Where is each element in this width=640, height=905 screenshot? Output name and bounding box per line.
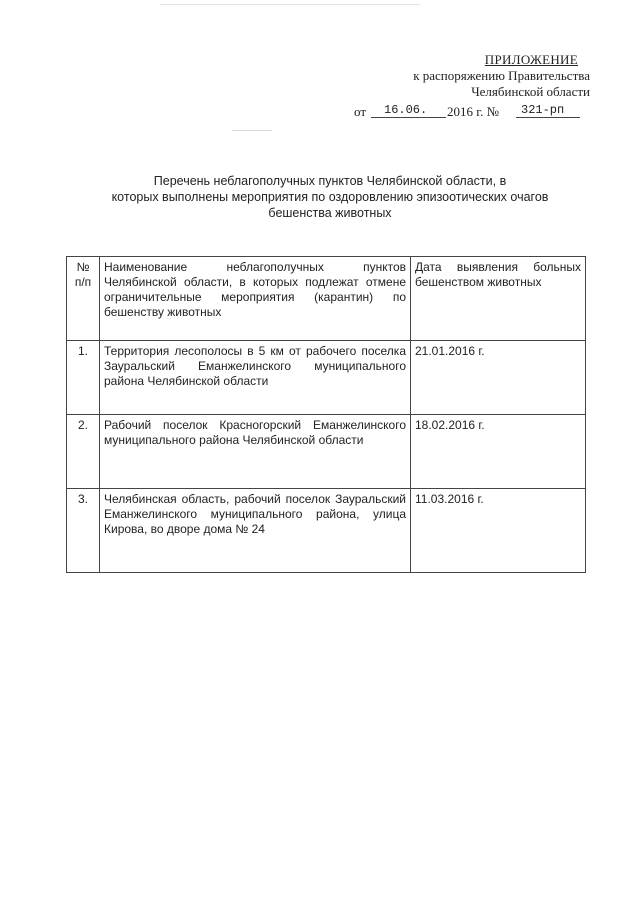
appendix-line-2: Челябинской области: [471, 84, 590, 99]
appendix-line-1: к распоряжению Правительства: [413, 68, 590, 83]
heading-line-1: Перечень неблагополучных пунктов Челябинской области, в: [153, 174, 507, 188]
document-heading: [70, 173, 590, 221]
table-header-row: [67, 257, 586, 341]
from-label: от: [354, 104, 367, 119]
row-num: 1.: [67, 341, 100, 415]
row-name: Челябинская область, рабочий поселок Зауральский Еманжелинского муниципального района, улица Кирова, во дворе дома № 24: [100, 489, 411, 573]
heading-line-2: которых выполнены мероприятия по оздоровлению эпизоотических очагов: [111, 190, 549, 204]
table-row: [67, 415, 586, 489]
heading-line-3: бешенства животных: [268, 206, 392, 220]
locations-table: [66, 256, 586, 573]
row-name: Территория лесополосы в 5 км от рабочего поселка Зауральский Еманжелинского муниципального района Челябинской области: [100, 341, 411, 415]
order-date-line: [340, 102, 590, 122]
row-num: 2.: [67, 415, 100, 489]
header-num: № п/п: [67, 257, 100, 341]
row-num: 3.: [67, 489, 100, 573]
table-row: [67, 489, 586, 573]
order-number: 321-рп: [521, 103, 565, 117]
row-name: Рабочий поселок Красногорский Еманжелинского муниципального района Челябинской области: [100, 415, 411, 489]
year-number-label: 2016 г. №: [447, 104, 500, 119]
row-date: 21.01.2016 г.: [411, 341, 586, 415]
header-name: Наименование неблагополучных пунктов Челябинской области, в которых подлежат отмене ограничительные мероприятия (карантин) по бешенству животных: [100, 257, 411, 341]
order-date: 16.06.: [384, 103, 428, 117]
appendix-title: ПРИЛОЖЕНИЕ: [484, 52, 578, 67]
table-row: [67, 341, 586, 415]
header-date: Дата выявления больных бешенством животных: [411, 257, 586, 341]
scan-artifact: [232, 130, 272, 131]
row-date: 18.02.2016 г.: [411, 415, 586, 489]
scan-artifact: [160, 4, 420, 5]
row-date: 11.03.2016 г.: [411, 489, 586, 573]
appendix-block: [340, 52, 590, 122]
